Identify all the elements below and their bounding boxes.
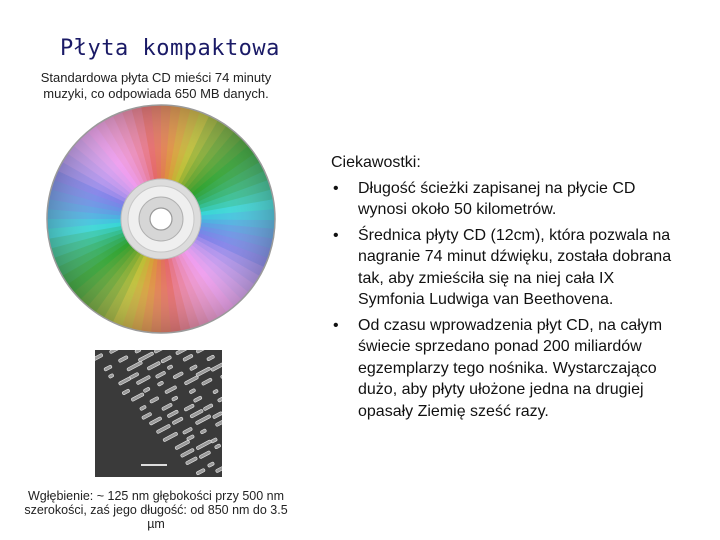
bullet-icon: •	[333, 226, 339, 244]
facts-list	[331, 178, 681, 423]
facts-section	[331, 152, 681, 426]
cd-capacity-note: Standardowa płyta CD mieści 74 minuty muzyki, co odpowiada 650 MB danych.	[40, 70, 272, 101]
fact-text: Średnica płyty CD (12cm), która pozwala na nagranie 74 minut dźwięku, została dobrana tak, aby zmieściła się na niej cała IX Symfonia Ludwiga van Beethovena.	[358, 226, 672, 308]
facts-heading: Ciekawostki:	[331, 154, 421, 171]
fact-text: Długość ścieżki zapisanej na płycie CD wynosi około 50 kilometrów.	[358, 179, 636, 218]
page-title: Płyta kompaktowa	[60, 36, 280, 61]
sem-pits-image	[95, 350, 222, 477]
fact-text: Od czasu wprowadzenia płyt CD, na całym świecie sprzedano ponad 200 miliardów egzemplarzy tego nośnika. Wystarczająco dużo, aby płyty ułożone jedna na drugiej opasały Ziemię sześć razy.	[358, 316, 663, 420]
bullet-icon: •	[333, 179, 339, 197]
list-item	[331, 225, 681, 311]
list-item	[331, 178, 681, 221]
list-item	[331, 315, 681, 423]
pit-dimensions-caption: Wgłębienie: ~ 125 nm głębokości przy 500 nm szerokości, zaś jego długość: od 850 nm do 3.5 µm	[24, 489, 288, 531]
bullet-icon: •	[333, 316, 339, 334]
compact-disc-image	[45, 103, 277, 335]
